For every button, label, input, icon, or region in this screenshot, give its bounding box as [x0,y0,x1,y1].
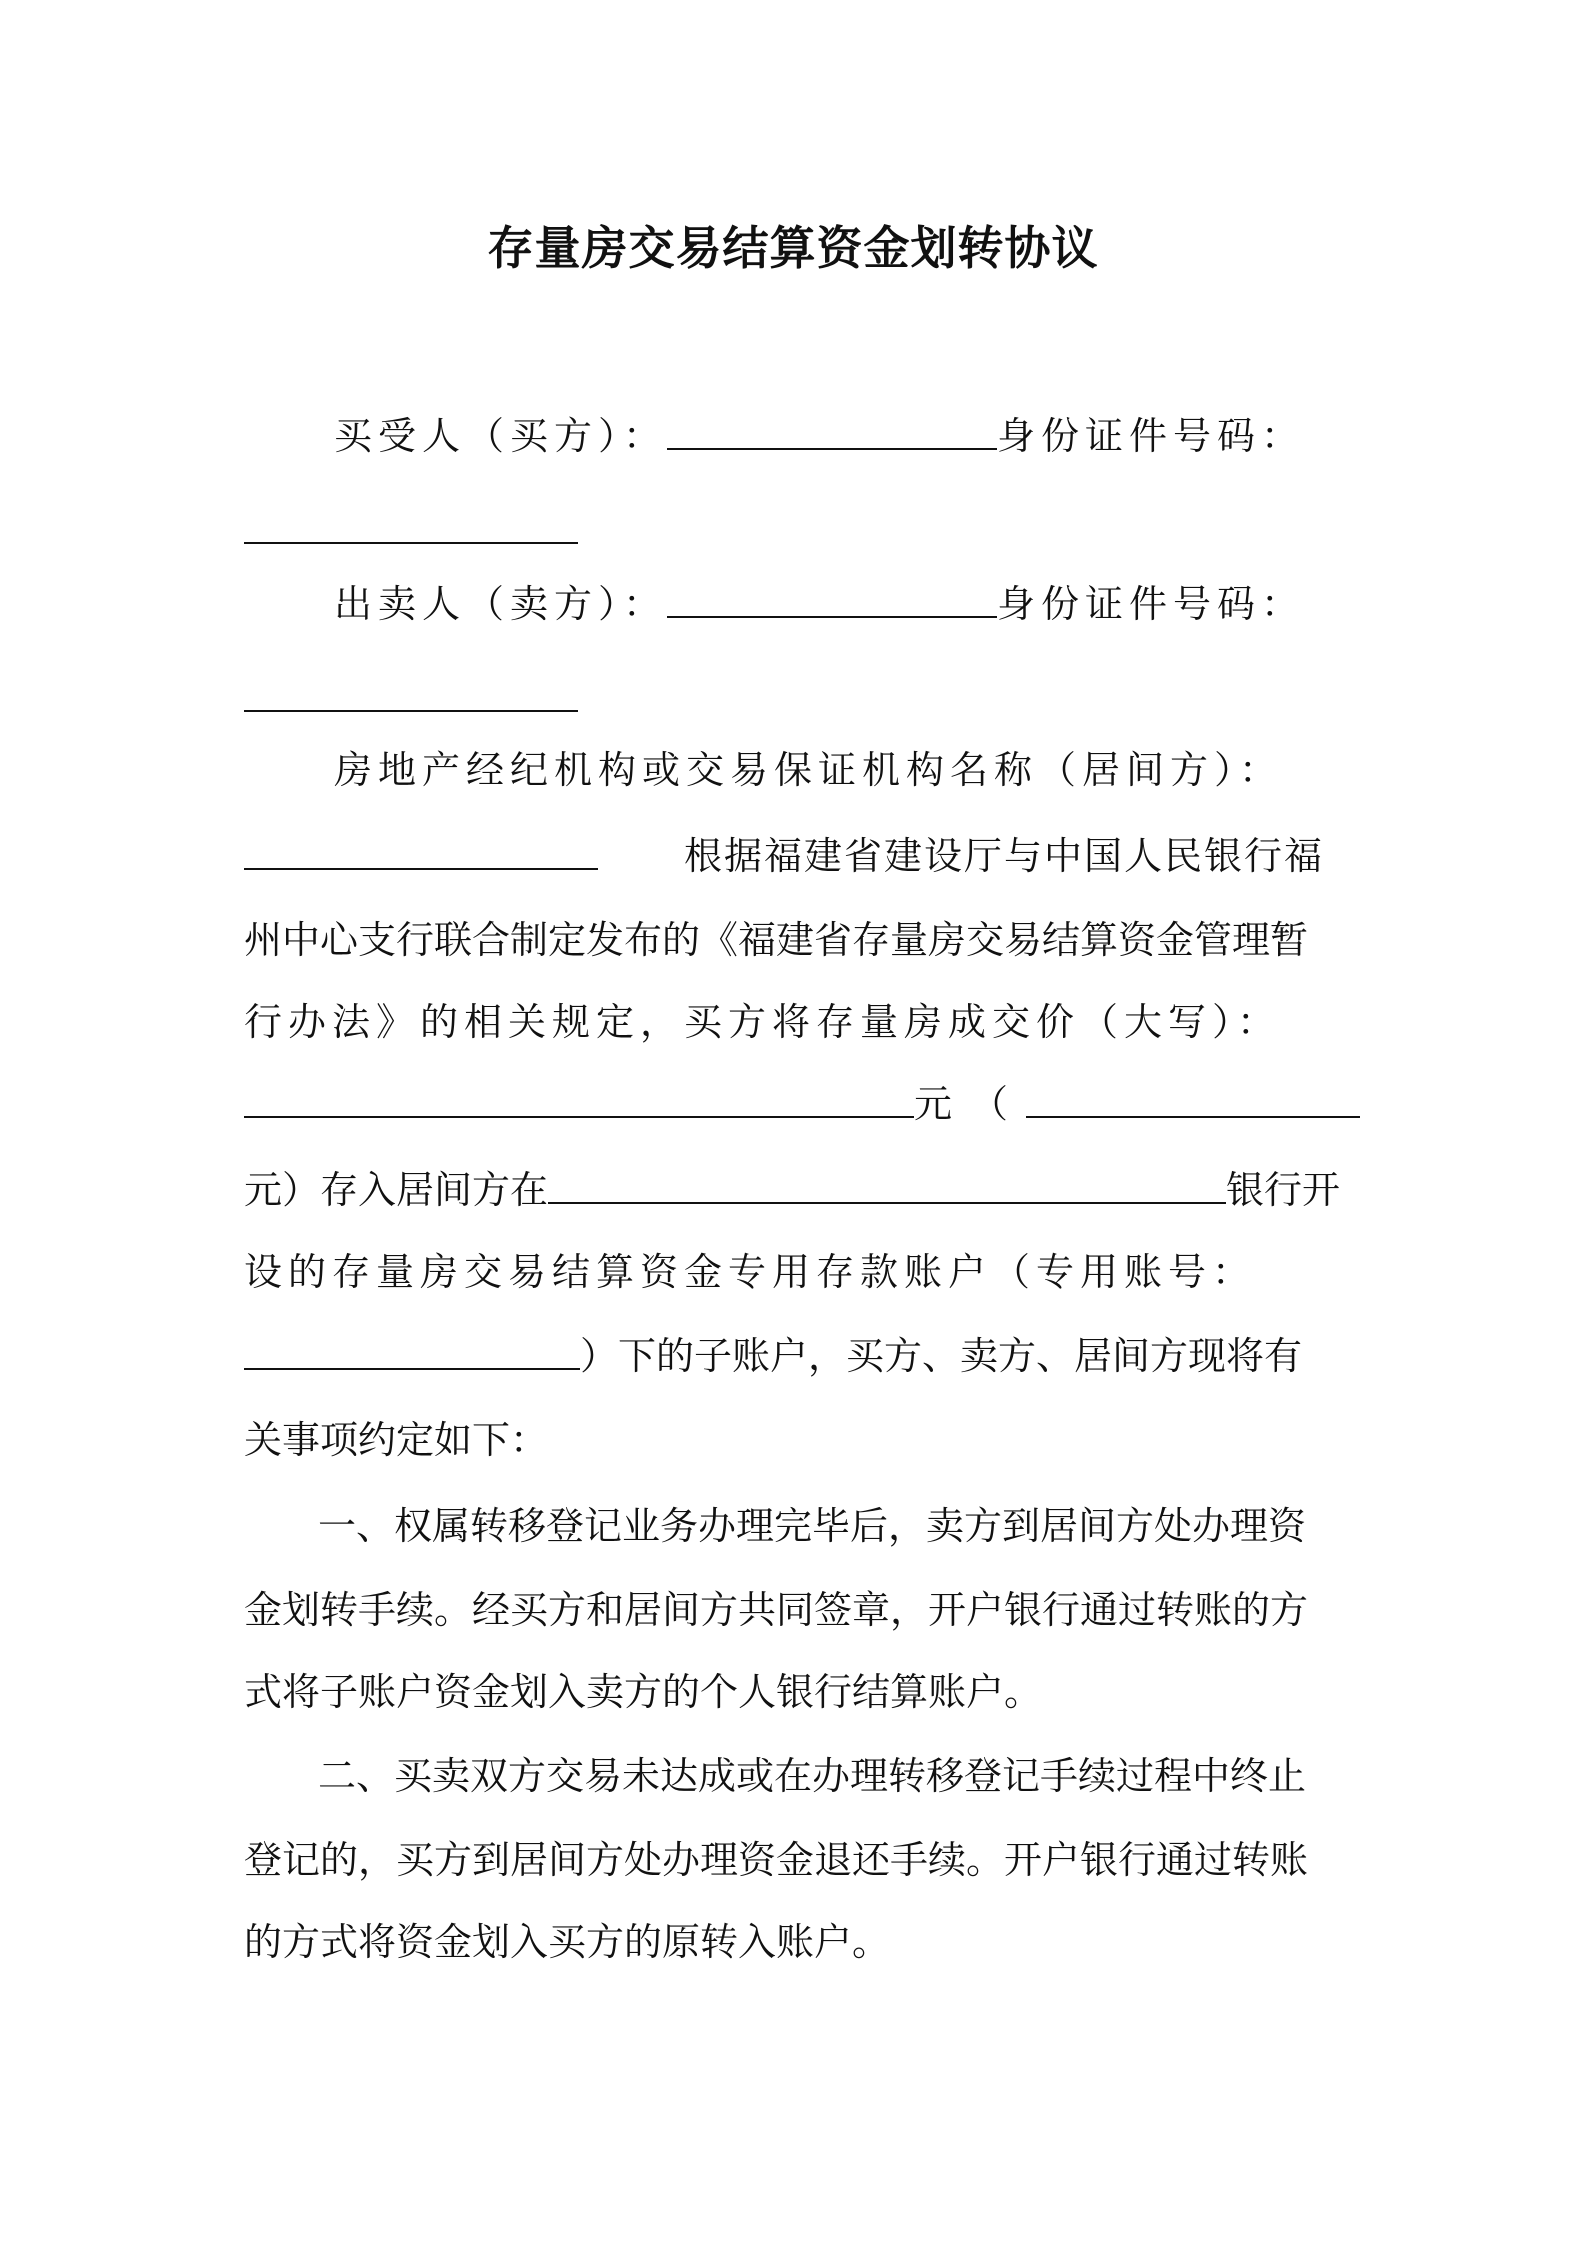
body-line-5 [244,1242,1356,1302]
clause1-text-3: 式将子账户资金划入卖方的个人银行结算账户。 [244,1670,1043,1714]
broker-name-blank[interactable] [244,834,598,870]
yuan-open: 元（ [914,1082,1027,1126]
broker-label-line [334,740,1356,800]
buyer-id-line [244,500,1356,560]
clause1-text-1: 一、权属转移登记业务办理完毕后，卖方到居间方处办理资 [318,1504,1307,1548]
body-text-2: 州中心支行联合制定发布的《福建省存量房交易结算资金管理暂 [244,918,1309,962]
body-text-1: 根据福建省建设厅与中国人民银行福 [684,834,1325,878]
broker-name-line [244,826,1356,886]
broker-label: 房地产经纪机构或交易保证机构名称（居间方）： [334,748,1284,792]
seller-name-blank[interactable] [667,582,997,618]
clause2-line3 [244,1912,1356,1972]
bank-name-blank[interactable] [548,1168,1226,1204]
clause1-text-2: 金划转手续。经买方和居间方共同签章，开户银行通过转账的方 [244,1588,1309,1632]
bank-line [244,1160,1356,1220]
clause1-line2 [244,1580,1356,1640]
body-text-3: 行办法》的相关规定，买方将存量房成交价（大写）： [244,1000,1282,1044]
clause1-line1 [318,1496,1356,1556]
seller-label: 出卖人（卖方）： [334,582,668,626]
price-line [244,1074,1356,1134]
buyer-id-label: 身份证件号码： [997,414,1306,458]
buyer-name-blank[interactable] [667,414,997,450]
bank-open: 银行开 [1226,1168,1341,1212]
clause2-text-3: 的方式将资金划入买方的原转入账户。 [244,1920,891,1964]
account-line [244,1326,1356,1386]
document-title: 存量房交易结算资金划转协议 [487,221,1099,275]
seller-line [334,574,1356,634]
price-number-blank[interactable] [1026,1082,1360,1118]
body-text-5: 设的存量房交易结算资金专用存款账户（专用账号： [244,1250,1257,1294]
seller-id-blank[interactable] [244,676,578,712]
seller-id-line [244,668,1356,728]
clause2-line1 [318,1746,1356,1806]
clause2-text-1: 二、买卖双方交易未达成或在办理转移登记手续过程中终止 [318,1754,1307,1798]
buyer-line [334,406,1356,466]
buyer-id-blank[interactable] [244,508,578,544]
body-text-6: ）下的子账户，买方、卖方、居间方现将有 [580,1334,1303,1378]
clause2-text-2: 登记的，买方到居间方处办理资金退还手续。开户银行通过转账 [244,1838,1309,1882]
clause1-line3 [244,1662,1356,1722]
buyer-label: 买受人（买方）： [334,414,668,458]
price-uppercase-blank[interactable] [244,1082,914,1118]
seller-id-label: 身份证件号码： [997,582,1306,626]
clause2-line2 [244,1830,1356,1890]
body-text-7: 关事项约定如下： [244,1418,549,1462]
body-line-2 [244,910,1356,970]
body-line-7 [244,1410,1356,1470]
yuan-close: 元）存入居间方在 [244,1168,549,1212]
account-number-blank[interactable] [244,1334,580,1370]
body-line-3 [244,992,1356,1052]
